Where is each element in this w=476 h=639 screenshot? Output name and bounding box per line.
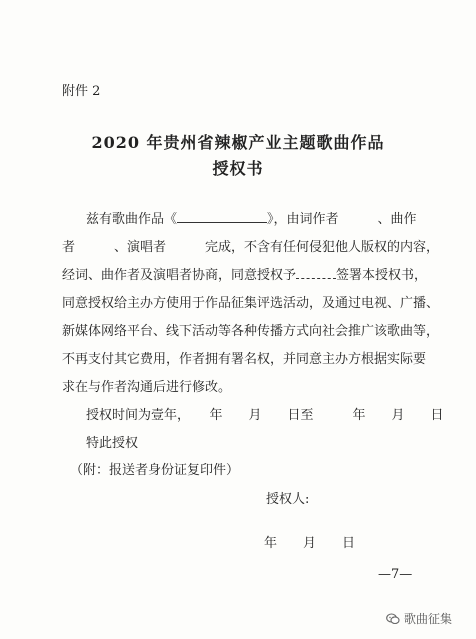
body-line-3-post: 签署本授权书， (336, 268, 428, 283)
page-number: —7— (378, 567, 413, 582)
body-line-7: 求在与作者沟通后进行修改。 (62, 380, 232, 395)
body-line-2: 者 、演唱者 完成，不含有任何侵犯他人版权的内容， (62, 240, 440, 255)
body-line-1 (86, 208, 417, 227)
body-line-6: 不再支付其它费用，作者拥有署名权，并同意主办方根据实际要 (62, 352, 427, 367)
grantee-blank (296, 268, 336, 279)
wechat-icon (386, 612, 400, 626)
body-line-3 (62, 264, 427, 283)
authorization-statement: 特此授权 (86, 436, 139, 451)
authorization-period: 授权时间为壹年， 年 月 日至 年 月 日 (86, 408, 444, 423)
attachment-label: 附件 2 (62, 84, 101, 99)
song-title-blank (177, 210, 267, 223)
body-line-5: 新媒体网络平台、线下活动等各种传播方式向社会推广该歌曲等， (62, 324, 440, 339)
watermark (386, 610, 452, 627)
body-line-1-post: 》，由词作者 、曲作 (267, 212, 417, 227)
signature-date: 年 月 日 (264, 536, 356, 551)
body-line-3-pre: 经词、曲作者及演唱者协商，同意授权予 (62, 268, 297, 283)
document-title-line1: 2020 年贵州省辣椒产业主题歌曲作品 (91, 133, 385, 152)
body-line-4: 同意授权给主办方使用于作品征集评选活动，及通过电视、广播、 (62, 296, 440, 311)
body-line-1-pre: 兹有歌曲作品《 (86, 212, 178, 227)
watermark-text: 歌曲征集 (404, 612, 453, 626)
document-title-line2: 授权书 (212, 159, 264, 178)
attachment-note: （附：报送者身份证复印件） (70, 463, 240, 478)
authorizer-label: 授权人: (266, 492, 310, 507)
